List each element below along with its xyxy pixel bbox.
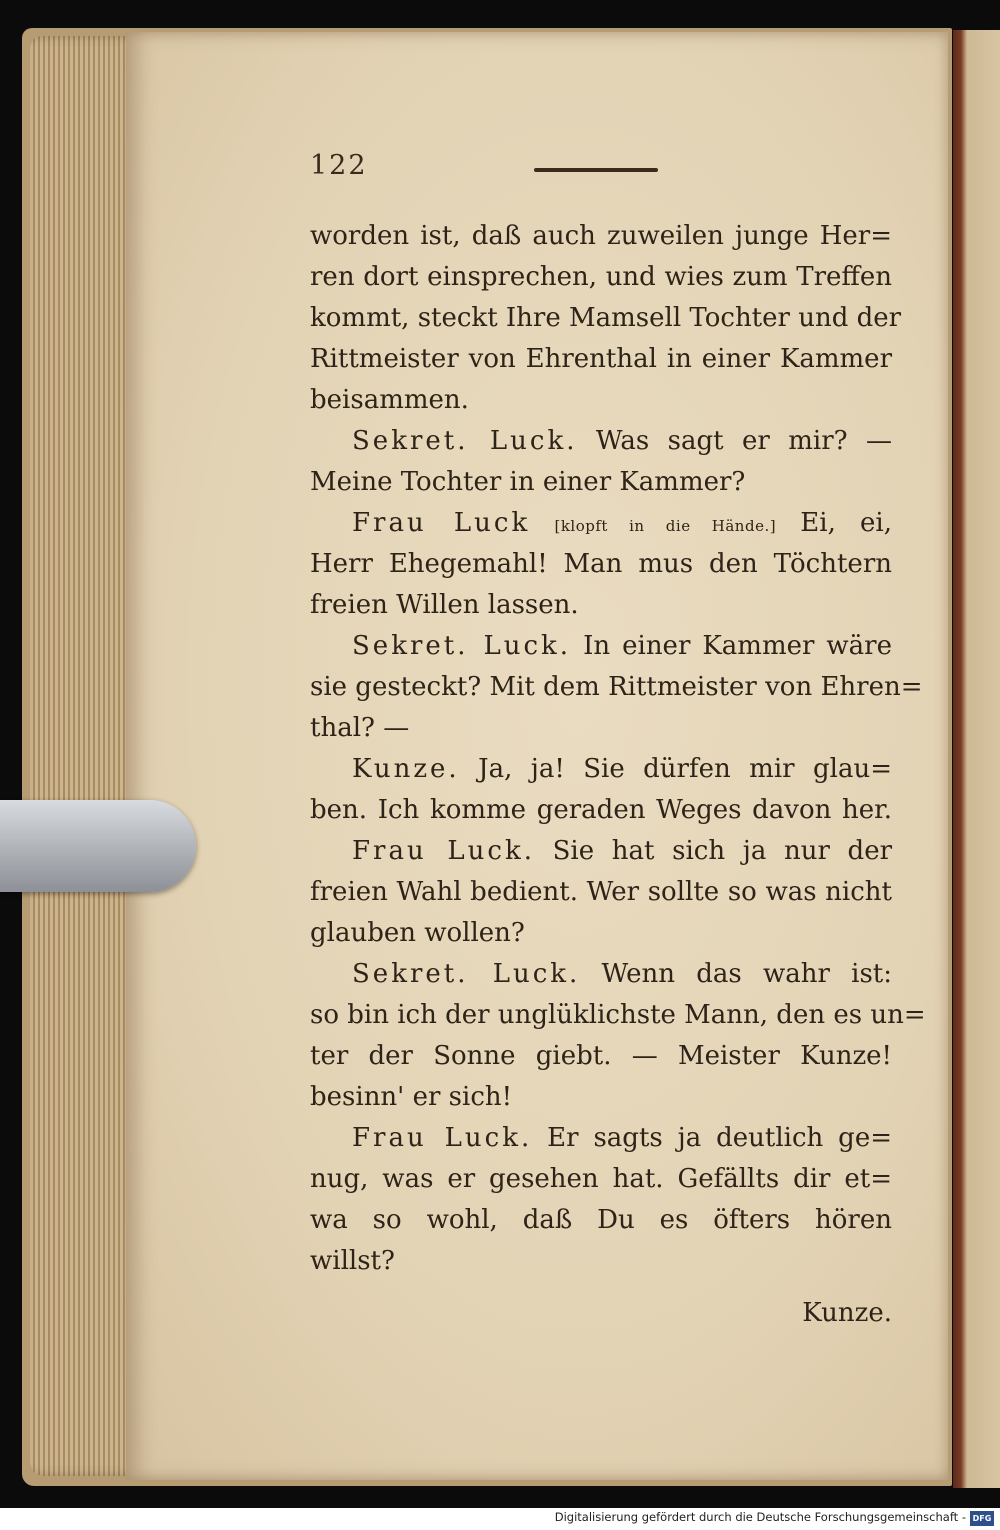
speaker-name: Sekret. Luck. bbox=[352, 631, 572, 661]
speech-line: Sekret. Luck. Wenn das wahr ist: bbox=[352, 959, 893, 989]
footer-credit: Digitalisierung gefördert durch die Deutsche Forschungsgemeinschaft - bbox=[554, 1510, 966, 1524]
text-line: nug, was er gesehen hat. Gefällts dir et= bbox=[310, 1164, 892, 1194]
speech-line: Frau Luck. Er sagts ja deutlich ge= bbox=[352, 1123, 892, 1153]
text-line: willst? bbox=[310, 1246, 395, 1276]
facing-page-edge bbox=[953, 30, 1000, 1488]
speech-line: Frau Luck [klopft in die Hände.] Ei, ei, bbox=[352, 508, 893, 538]
text-line: Rittmeister von Ehrenthal in einer Kammer bbox=[310, 344, 892, 374]
catchword: Kunze. bbox=[802, 1298, 892, 1328]
header-rule bbox=[534, 168, 658, 172]
text-line: freien Willen lassen. bbox=[310, 590, 579, 620]
text-line: ren dort einsprechen, und wies zum Treffen bbox=[310, 262, 892, 292]
stage-direction: [klopft in die Hände.] bbox=[554, 517, 777, 535]
text-line: freien Wahl bedient. Wer sollte so was nicht bbox=[310, 877, 892, 907]
text-line: Herr Ehegemahl! Man mus den Töchtern bbox=[310, 549, 892, 579]
speaker-name: Frau Luck. bbox=[352, 1123, 533, 1153]
text-line: worden ist, daß auch zuweilen junge Her= bbox=[310, 221, 892, 251]
speech-line: Sekret. Luck. In einer Kammer wäre bbox=[352, 631, 892, 661]
page-number: 122 bbox=[310, 150, 368, 181]
text-line: wa so wohl, daß Du es öfters hören bbox=[310, 1205, 892, 1235]
speaker-name: Frau Luck bbox=[352, 508, 531, 538]
speech-line: Sekret. Luck. Was sagt er mir? — bbox=[352, 426, 892, 456]
page-edges bbox=[30, 36, 140, 1476]
bookmark-clip bbox=[0, 800, 196, 892]
speaker-name: Kunze. bbox=[352, 754, 460, 784]
text-line: so bin ich der unglüklichste Mann, den es un= bbox=[310, 1000, 926, 1030]
text-line: beisammen. bbox=[310, 385, 469, 415]
text-line: glauben wollen? bbox=[310, 918, 525, 948]
speech-line: Frau Luck. Sie hat sich ja nur der bbox=[352, 836, 893, 866]
text-line: thal? — bbox=[310, 713, 410, 743]
text-line: kommt, steckt Ihre Mamsell Tochter und der bbox=[310, 303, 902, 333]
text-line: ben. Ich komme geraden Weges davon her. bbox=[310, 795, 892, 825]
speaker-name: Sekret. Luck. bbox=[352, 426, 578, 456]
dfg-logo-icon: DFG bbox=[970, 1511, 994, 1526]
speaker-name: Sekret. Luck. bbox=[352, 959, 581, 989]
text-line: besinn' er sich! bbox=[310, 1082, 513, 1112]
speech-line: Kunze. Ja, ja! Sie dürfen mir glau= bbox=[352, 754, 892, 784]
text-line: Meine Tochter in einer Kammer? bbox=[310, 467, 746, 497]
speaker-name: Frau Luck. bbox=[352, 836, 535, 866]
text-line: sie gesteckt? Mit dem Rittmeister von Ehren= bbox=[310, 672, 923, 702]
text-line: ter der Sonne giebt. — Meister Kunze! bbox=[310, 1041, 892, 1071]
